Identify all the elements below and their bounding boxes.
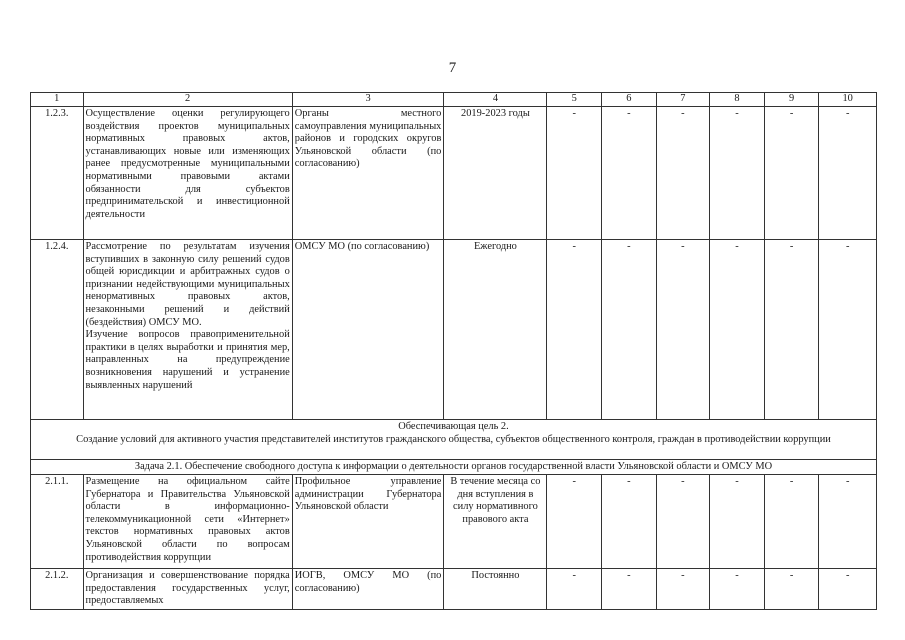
cell-mark: - (764, 475, 819, 569)
cell-mark: - (602, 475, 657, 569)
section-row (31, 420, 877, 460)
term-text: Ежегодно (444, 240, 547, 420)
item-number: 1.2.4. (31, 240, 84, 420)
executor-text: Органы местного самоуправления муниципальных районов и городских округов Ульяновской области (по согласованию) (292, 107, 444, 240)
measure-text-cell (83, 240, 292, 420)
cell-mark: - (710, 107, 765, 240)
measure-text: Рассмотрение по результатам изучения вступивших в законную силу решений судов общей юрисдикции и арбитражных судов о признании недействующими муниципальных ненормативных правовых актов, незаконными решений и действий (бездействия) ОМСУ МО. (85, 241, 290, 328)
table-row (31, 240, 877, 420)
column-header: 4 (444, 93, 547, 107)
cell-mark: - (819, 107, 877, 240)
column-header: 6 (602, 93, 657, 107)
table-row (31, 475, 877, 569)
column-header: 7 (656, 93, 710, 107)
item-number: 2.1.2. (31, 569, 84, 610)
cell-mark: - (656, 107, 710, 240)
column-header: 5 (547, 93, 602, 107)
section-cell (31, 420, 877, 460)
section-title: Обеспечивающая цель 2. (398, 421, 509, 432)
executor-text: ИОГВ, ОМСУ МО (по согласованию) (292, 569, 444, 610)
term-text: В течение месяца со дня вступления в силу нормативного правового акта (444, 475, 547, 569)
column-header: 10 (819, 93, 877, 107)
cell-mark: - (602, 569, 657, 610)
cell-mark: - (656, 475, 710, 569)
cell-mark: - (764, 107, 819, 240)
column-header: 3 (292, 93, 444, 107)
executor-text: ОМСУ МО (по согласованию) (292, 240, 444, 420)
measure-text: Размещение на официальном сайте Губернатора и Правительства Ульяновской области в информационно-телекоммуникационной сети «Интернет» текстов нормативных правовых актов Ульяновской области по вопросам противодействия коррупции (83, 475, 292, 569)
cell-mark: - (819, 569, 877, 610)
cell-mark: - (710, 475, 765, 569)
column-header: 8 (710, 93, 765, 107)
item-number: 2.1.1. (31, 475, 84, 569)
measure-text: Осуществление оценки регулирующего воздействия проектов муниципальных нормативных правовых актов, устанавливающих новые или изменяющих ранее предусмотренные муниципальными нормативными правовыми актами обязанности для субъектов предпринимательской и инвестиционной деятельности (83, 107, 292, 240)
cell-mark: - (547, 569, 602, 610)
cell-mark: - (547, 107, 602, 240)
cell-mark: - (656, 240, 710, 420)
measure-text: Организация и совершенствование порядка предоставления государственных услуг, предоставляемых (83, 569, 292, 610)
executor-text: Профильное управление администрации Губернатора Ульяновской области (292, 475, 444, 569)
column-header: 2 (83, 93, 292, 107)
cell-mark: - (602, 107, 657, 240)
cell-mark: - (710, 240, 765, 420)
measure-text-continued: Изучение вопросов правоприменительной практики в целях выработки и принятия мер, направленных на предупреждение возникновения нарушений и устранение выявленных нарушений (85, 329, 290, 391)
cell-mark: - (602, 240, 657, 420)
term-text: 2019-2023 годы (444, 107, 547, 240)
page-number: 7 (448, 60, 457, 76)
cell-mark: - (656, 569, 710, 610)
table-row (31, 569, 877, 610)
cell-mark: - (547, 475, 602, 569)
task-row (31, 460, 877, 475)
cell-mark: - (819, 475, 877, 569)
section-text: Создание условий для активного участия представителей институтов гражданского общества, субъектов общественного контроля, граждан в противодействии коррупции (76, 433, 831, 445)
table-row (31, 107, 877, 240)
cell-mark: - (710, 569, 765, 610)
cell-mark: - (764, 240, 819, 420)
column-number-row (31, 93, 877, 107)
task-text: Задача 2.1. Обеспечение свободного доступа к информации о деятельности органов государственной власти Ульяновской области и ОМСУ МО (31, 460, 877, 475)
column-header: 9 (764, 93, 819, 107)
cell-mark: - (547, 240, 602, 420)
measures-table (30, 92, 877, 610)
item-number: 1.2.3. (31, 107, 84, 240)
cell-mark: - (764, 569, 819, 610)
term-text: Постоянно (444, 569, 547, 610)
cell-mark: - (819, 240, 877, 420)
column-header: 1 (31, 93, 84, 107)
